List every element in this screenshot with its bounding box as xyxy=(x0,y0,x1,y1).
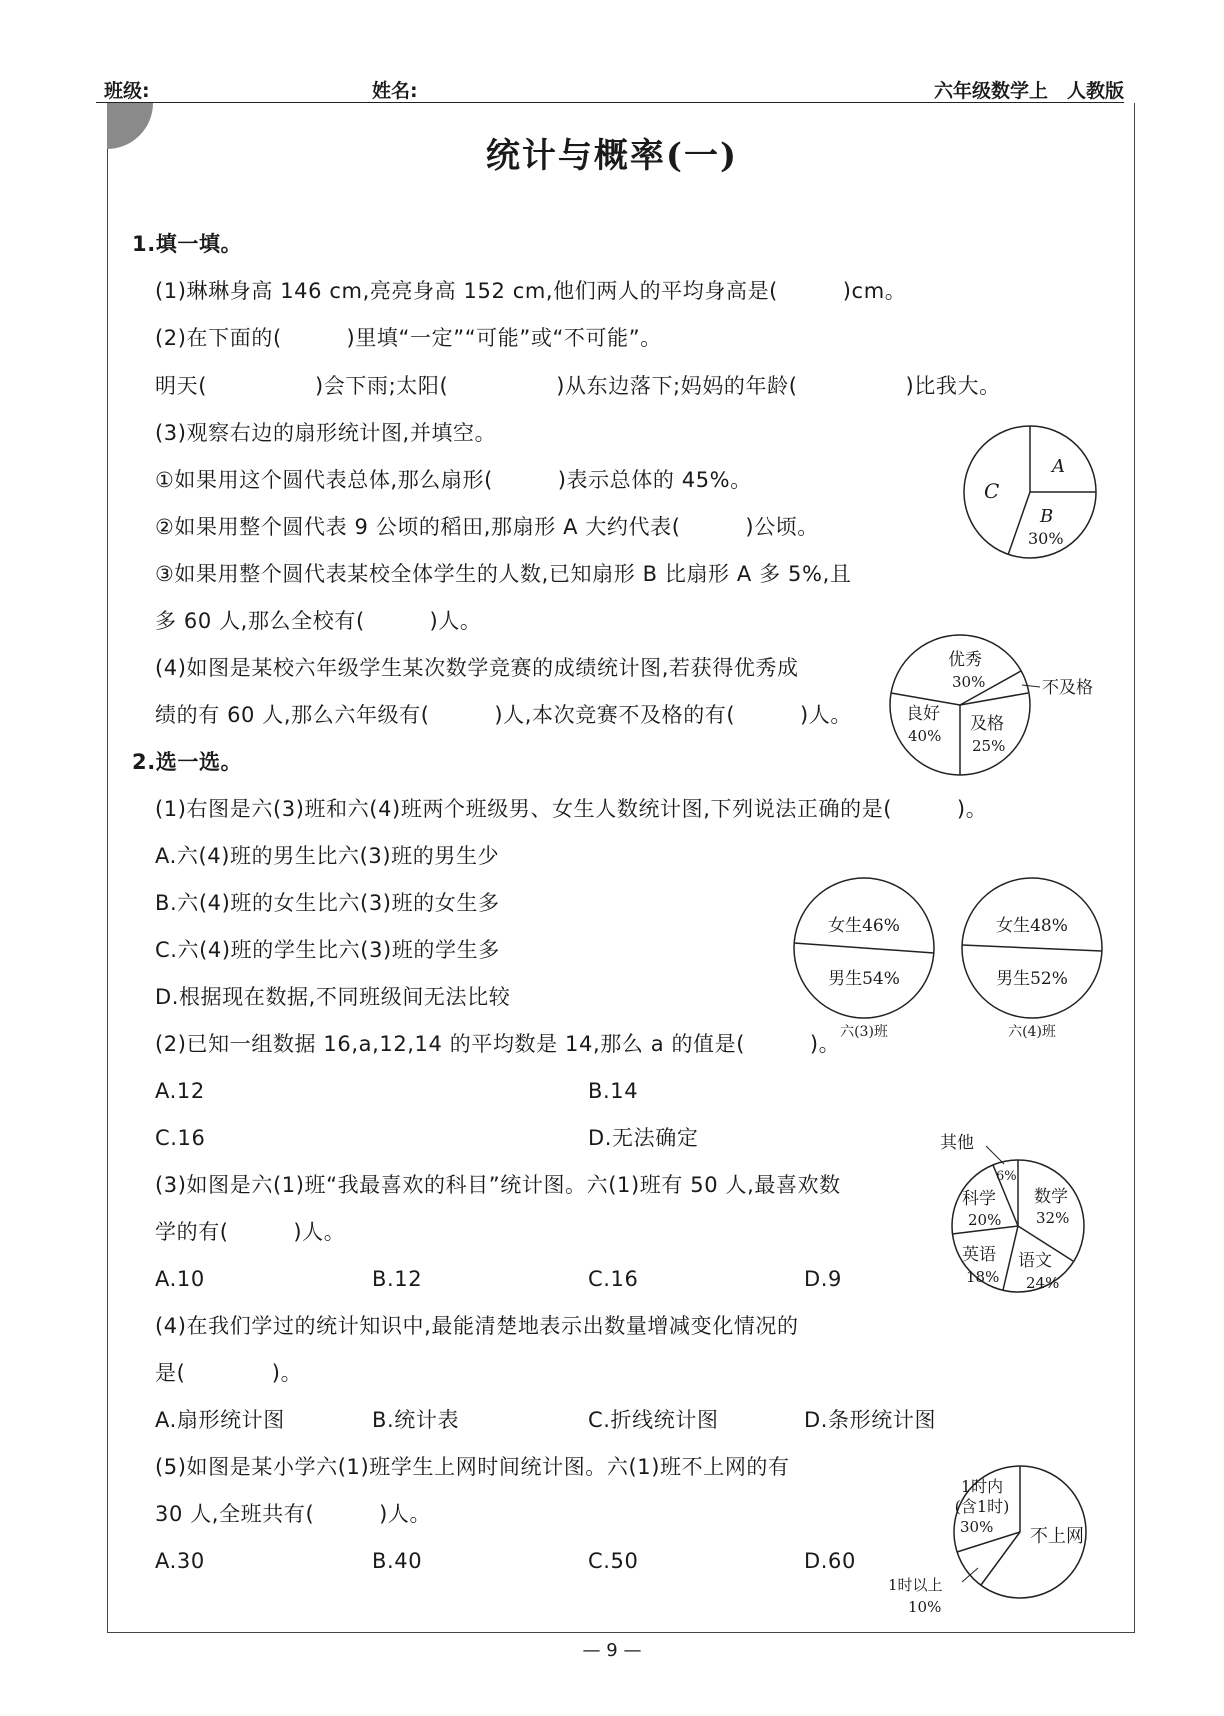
q2-p4-option-b: B.统计表 xyxy=(372,1408,460,1432)
book-label: 六年级数学上 人教版 xyxy=(933,80,1124,102)
slice-value-over1: 10% xyxy=(908,1598,942,1616)
pie-divider xyxy=(1003,1226,1018,1290)
q2-p2: (2)已知一组数据 16,a,12,14 的平均数是 14,那么 a 的值是( )。 xyxy=(155,1032,841,1056)
slice-value-pass: 25% xyxy=(972,737,1006,755)
q2-p5-option-b: B.40 xyxy=(372,1549,423,1573)
q2-p5-option-d: D.60 xyxy=(804,1549,856,1573)
q2-p5-option-a: A.30 xyxy=(155,1549,205,1573)
page-title: 统计与概率(一) xyxy=(485,136,739,176)
slice-label-other: 其他 xyxy=(940,1133,974,1153)
q1-p4-line1: (4)如图是某校六年级学生某次数学竞赛的成绩统计图,若获得优秀成 xyxy=(155,656,799,680)
name-label: 姓名: xyxy=(372,80,418,102)
pie-chart-internet-time xyxy=(888,1460,1098,1616)
q2-p2-option-c: C.16 xyxy=(155,1126,206,1150)
pie-chart-class-6-3 xyxy=(792,876,942,1040)
q2-p5-line2: 30 人,全班共有( )人。 xyxy=(155,1502,432,1526)
slice-label-none: 不上网 xyxy=(1030,1526,1084,1547)
fail-leader-line xyxy=(1022,685,1040,687)
pie-chart-abc xyxy=(958,420,1102,564)
q2-p1-option-b: B.六(4)班的女生比六(3)班的女生多 xyxy=(155,891,500,915)
chart-caption: 六(4)班 xyxy=(1008,1024,1056,1040)
q1-p3c-line1: ③如果用整个圆代表某校全体学生的人数,已知扇形 B 比扇形 A 多 5%,且 xyxy=(155,562,852,586)
pie-divider xyxy=(962,945,1102,951)
q2-p3-option-b: B.12 xyxy=(372,1267,423,1291)
q2-p4-option-d: D.条形统计图 xyxy=(804,1408,937,1432)
q2-p1: (1)右图是六(3)班和六(4)班两个班级男、女生人数统计图,下列说法正确的是( )。 xyxy=(155,797,988,821)
slice-label-girls: 女生46% xyxy=(828,916,900,936)
slice-label-pass: 及格 xyxy=(970,714,1004,734)
q2-p2-option-d: D.无法确定 xyxy=(588,1126,699,1150)
q2-p4-option-a: A.扇形统计图 xyxy=(155,1408,285,1432)
slice-label-fail: 不及格 xyxy=(1042,678,1093,698)
q2-p5-line1: (5)如图是某小学六(1)班学生上网时间统计图。六(1)班不上网的有 xyxy=(155,1455,790,1479)
slice-value-english: 18% xyxy=(966,1268,1000,1286)
slice-label-science: 科学 xyxy=(962,1189,996,1209)
slice-label-excellent: 优秀 xyxy=(948,650,982,670)
q1-p3b: ②如果用整个圆代表 9 公顷的稻田,那扇形 A 大约代表( )公顷。 xyxy=(155,515,819,539)
slice-label-english: 英语 xyxy=(962,1245,996,1265)
slice-label-girls: 女生48% xyxy=(996,916,1068,936)
pie-divider xyxy=(981,1532,1020,1585)
q2-p1-option-a: A.六(4)班的男生比六(3)班的男生少 xyxy=(155,844,500,868)
q1-heading: 1.填一填。 xyxy=(132,232,243,256)
q2-p3-line2: 学的有( )人。 xyxy=(155,1220,346,1244)
slice-label-math: 数学 xyxy=(1034,1187,1068,1207)
q2-p2-option-b: B.14 xyxy=(588,1079,639,1103)
slice-label-boys: 男生52% xyxy=(996,969,1068,989)
slice-value-math: 32% xyxy=(1036,1209,1070,1227)
chart-caption: 六(3)班 xyxy=(840,1024,888,1040)
q2-p4-line1: (4)在我们学过的统计知识中,最能清楚地表示出数量增减变化情况的 xyxy=(155,1314,799,1338)
slice-label-boys: 男生54% xyxy=(828,969,900,989)
slice-label-chinese: 语文 xyxy=(1018,1251,1052,1271)
slice-value-chinese: 24% xyxy=(1026,1274,1060,1292)
q2-p3-option-a: A.10 xyxy=(155,1267,205,1291)
page-number: — 9 — xyxy=(582,1640,642,1661)
pie-chart-subjects xyxy=(940,1133,1096,1302)
slice-label-a: A xyxy=(1052,456,1065,477)
q1-p1: (1)琳琳身高 146 cm,亮亮身高 152 cm,他们两人的平均身高是( )cm。 xyxy=(155,279,907,303)
slice-value-good: 40% xyxy=(908,727,942,745)
slice-value-excellent: 30% xyxy=(952,673,986,691)
slice-value-b: 30% xyxy=(1028,529,1064,548)
slice-label-within1: 1时内 xyxy=(960,1477,1004,1496)
q1-p3c-line2: 多 60 人,那么全校有( )人。 xyxy=(155,609,482,633)
q1-p4-line2: 绩的有 60 人,那么六年级有( )人,本次竞赛不及格的有( )人。 xyxy=(155,703,852,727)
class-label: 班级: xyxy=(104,80,150,102)
q2-p1-option-d: D.根据现在数据,不同班级间无法比较 xyxy=(155,985,511,1009)
q2-heading: 2.选一选。 xyxy=(132,750,243,774)
slice-label-good: 良好 xyxy=(906,704,940,724)
q2-p4-option-c: C.折线统计图 xyxy=(588,1408,719,1432)
q1-p2: (2)在下面的( )里填“一定”“可能”或“不可能”。 xyxy=(155,326,662,350)
q1-p2b: 明天( )会下雨;太阳( )从东边落下;妈妈的年龄( )比我大。 xyxy=(155,374,1001,398)
slice-label-over1: 1时以上 xyxy=(888,1576,943,1594)
pie-chart-results xyxy=(888,633,1093,783)
q2-p2-option-a: A.12 xyxy=(155,1079,205,1103)
slice-label-c: C xyxy=(984,479,1000,503)
q1-p3a: ①如果用这个圆代表总体,那么扇形( )表示总体的 45%。 xyxy=(155,468,752,492)
pie-divider xyxy=(794,943,934,953)
q2-p3-option-d: D.9 xyxy=(804,1267,843,1291)
q1-p3: (3)观察右边的扇形统计图,并填空。 xyxy=(155,421,497,445)
q2-p5-option-c: C.50 xyxy=(588,1549,639,1573)
slice-label-within1-note: (含1时) xyxy=(954,1497,1010,1516)
q2-p3-line1: (3)如图是六(1)班“我最喜欢的科目”统计图。六(1)班有 50 人,最喜欢数 xyxy=(155,1173,841,1197)
pie-chart-class-6-4 xyxy=(960,876,1110,1040)
slice-value-within1: 30% xyxy=(960,1518,994,1536)
q2-p3-option-c: C.16 xyxy=(588,1267,639,1291)
q2-p1-option-c: C.六(4)班的学生比六(3)班的学生多 xyxy=(155,938,500,962)
slice-label-b: B xyxy=(1040,506,1054,527)
slice-value-science: 20% xyxy=(968,1211,1002,1229)
pie-divider xyxy=(1008,492,1030,555)
q2-p4-line2: 是( )。 xyxy=(155,1361,303,1385)
slice-value-other: 6% xyxy=(996,1169,1017,1184)
